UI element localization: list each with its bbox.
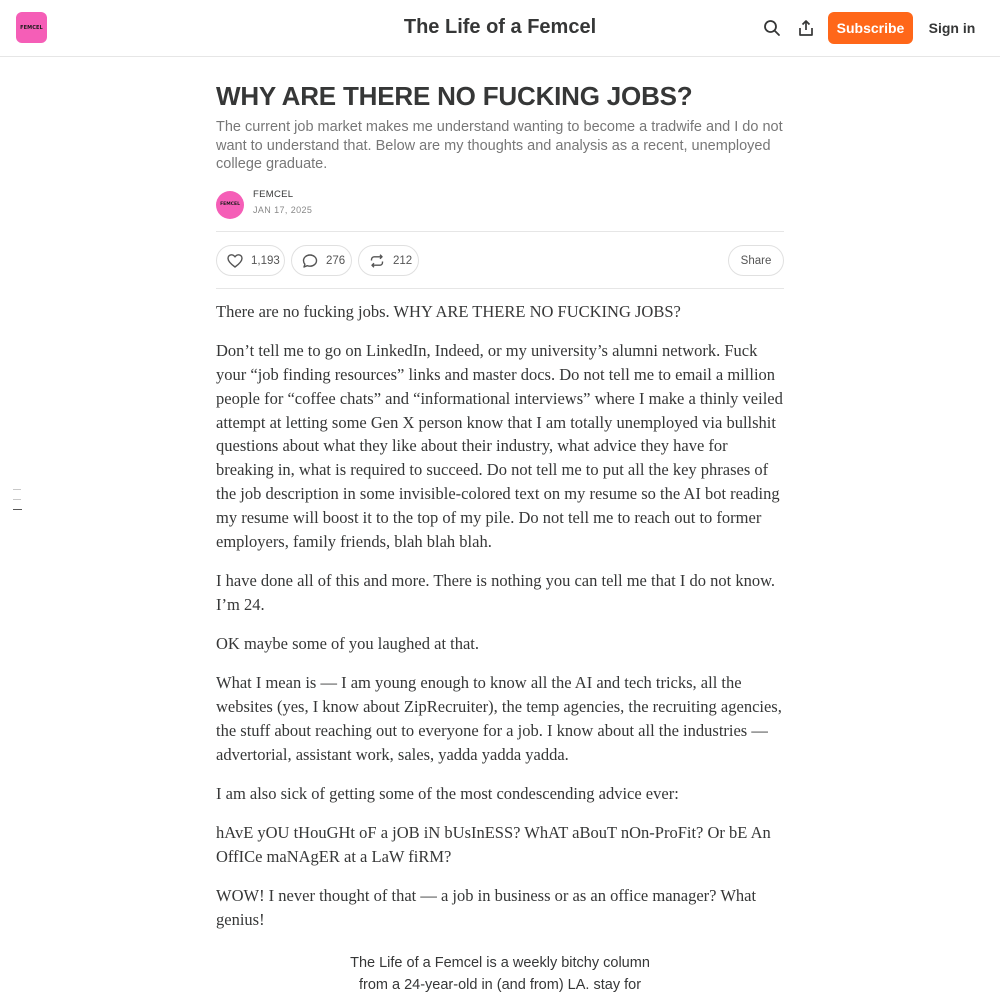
subscribe-button[interactable]: Subscribe xyxy=(828,12,913,44)
body-paragraph: Don’t tell me to go on LinkedIn, Indeed, or my university’s alumni network. Fuck your “job finding resources” links and master docs. Do not tell me to email a million people for “coffee chats” and “informational interviews” where I make a thinly veiled attempt at letting some Gen X person know that I am totally unemployed via bullshit questions about what they like about their industry, what advice they have for breaking in, what is required to succeed. Do not tell me to put all the key phrases of the job description in some invisible-colored text on my resume so the AI bot reading my resume will boost it to the top of my pile. Do not tell me to reach out to former employers, family friends, blah blah blah. xyxy=(216,341,783,551)
top-bar xyxy=(0,0,1000,57)
avatar-text: FEMCEL xyxy=(220,202,240,207)
body-paragraph: hAvE yOU tHouGHt oF a jOB iN bUsInESS? WhAT aBouT nOn-ProFit? Or bE An OffICe maNAgER at a LaW fiRM? xyxy=(216,823,771,867)
post-subtitle: The current job market makes me understand wanting to become a tradwife and I do not want to understand that. Below are my thoughts and analysis as a recent, unemployed college graduate. xyxy=(216,119,783,172)
body-paragraph: What I mean is — I am young enough to know all the AI and tech tricks, all the websites (yes, I know about ZipRecruiter), the temp agencies, the recruiting agencies, the stuff about reaching out to everyone for a job. I know about all the industries — advertorial, assistant work, sales, yadda yadda yadda. xyxy=(216,673,782,764)
sign-in-button[interactable]: Sign in xyxy=(928,20,976,36)
comment-icon xyxy=(302,253,318,269)
site-title[interactable]: The Life of a Femcel xyxy=(403,16,597,38)
body-paragraph: There are no fucking jobs. WHY ARE THERE NO FUCKING JOBS? xyxy=(216,302,681,321)
restack-count: 212 xyxy=(393,254,413,267)
toc-marker[interactable] xyxy=(13,499,21,500)
post-date: JAN 17, 2025 xyxy=(253,204,313,215)
like-button[interactable] xyxy=(216,245,285,276)
byline xyxy=(216,188,784,228)
cta-line: The Life of a Femcel is a weekly bitchy column xyxy=(350,955,650,971)
post-title: WHY ARE THERE NO FUCKING JOBS? xyxy=(216,81,693,111)
author-name[interactable]: FEMCEL xyxy=(253,188,294,200)
body-paragraph: OK maybe some of you laughed at that. xyxy=(216,634,480,654)
toc-marker-active[interactable] xyxy=(13,509,22,510)
share-button[interactable]: Share xyxy=(728,245,784,276)
body-paragraph: I am also sick of getting some of the most condescending advice ever: xyxy=(216,784,679,804)
restack-button[interactable] xyxy=(358,245,419,276)
search-icon[interactable] xyxy=(761,17,783,39)
comment-count: 276 xyxy=(326,254,346,267)
like-count: 1,193 xyxy=(251,254,280,267)
restack-icon xyxy=(369,253,385,269)
body-paragraph: WOW! I never thought of that — a job in business or as an office manager? What genius! xyxy=(216,886,757,930)
share-icon[interactable] xyxy=(795,17,817,39)
post-action-bar xyxy=(216,231,784,289)
heart-icon xyxy=(227,253,243,269)
body-paragraph: I have done all of this and more. There is nothing you can tell me that I do not know. I’m 24. xyxy=(216,570,776,614)
post-header xyxy=(216,57,784,228)
comment-button[interactable] xyxy=(291,245,352,276)
post-body xyxy=(216,300,784,948)
subscribe-cta-text xyxy=(300,952,700,996)
toc-marker[interactable] xyxy=(13,489,21,490)
cta-line: from a 24-year-old in (and from) LA. stay for xyxy=(358,977,642,993)
avatar[interactable] xyxy=(216,191,244,219)
logo-text: FEMCEL xyxy=(20,24,43,31)
table-of-contents-markers[interactable] xyxy=(13,489,22,519)
